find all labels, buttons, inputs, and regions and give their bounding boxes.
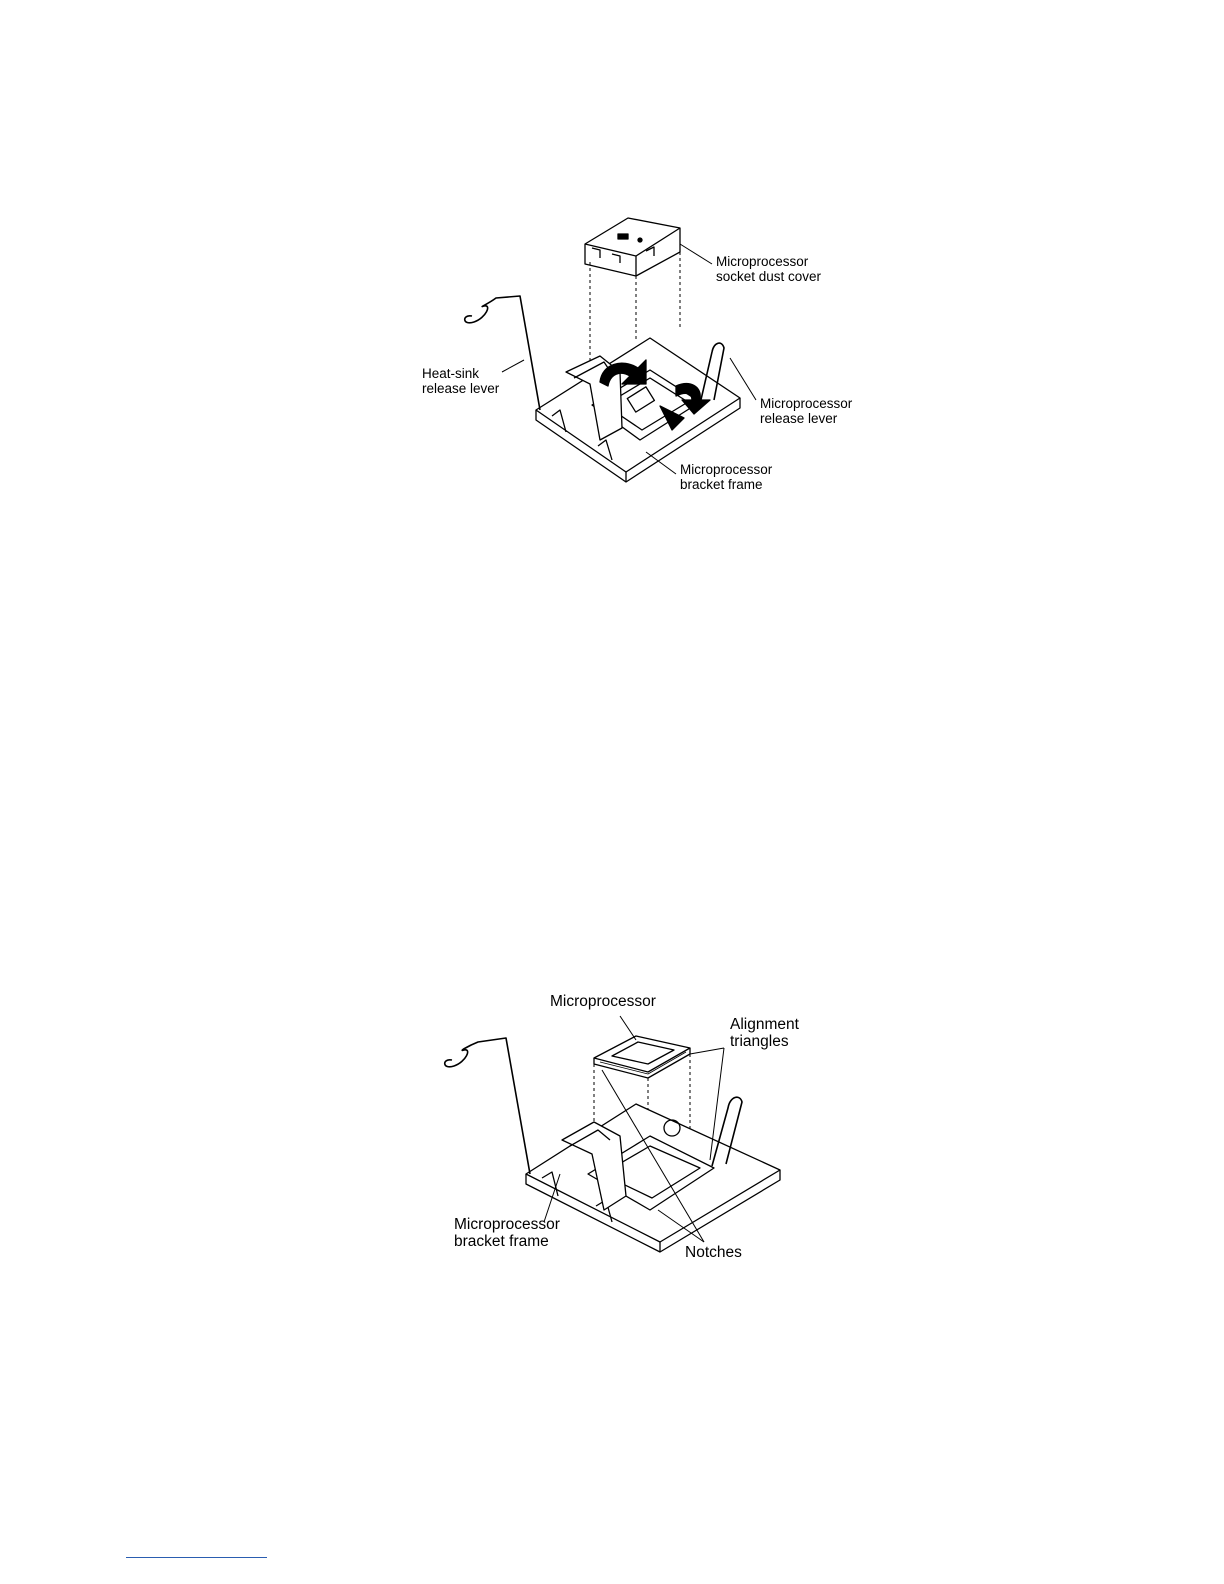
- heat-sink-release-lever-2: [445, 1038, 530, 1174]
- figure-microprocessor-install: [0, 960, 1224, 1300]
- figure-socket-dust-cover: [0, 0, 1224, 560]
- dust-cover-illustration: [585, 218, 680, 276]
- label-bracket-frame-1: Microprocessor bracket frame: [680, 462, 773, 492]
- label-alignment-triangles: Alignment triangles: [730, 1016, 799, 1050]
- label-microprocessor-release-lever: Microprocessor release lever: [760, 396, 853, 426]
- label-notches: Notches: [685, 1244, 742, 1261]
- microprocessor-chip-illustration: [594, 1036, 690, 1078]
- label-heat-sink-release-lever: Heat-sink release lever: [422, 366, 500, 396]
- label-bracket-frame-2: Microprocessor bracket frame: [454, 1216, 560, 1250]
- label-dust-cover: Microprocessor socket dust cover: [716, 254, 822, 284]
- socket-illustration-1: [0, 0, 1224, 560]
- socket-illustration-2: [0, 960, 1224, 1300]
- label-microprocessor: Microprocessor: [550, 993, 656, 1010]
- socket-base-plate-2: [526, 1104, 780, 1252]
- footer-rule: [126, 1557, 267, 1558]
